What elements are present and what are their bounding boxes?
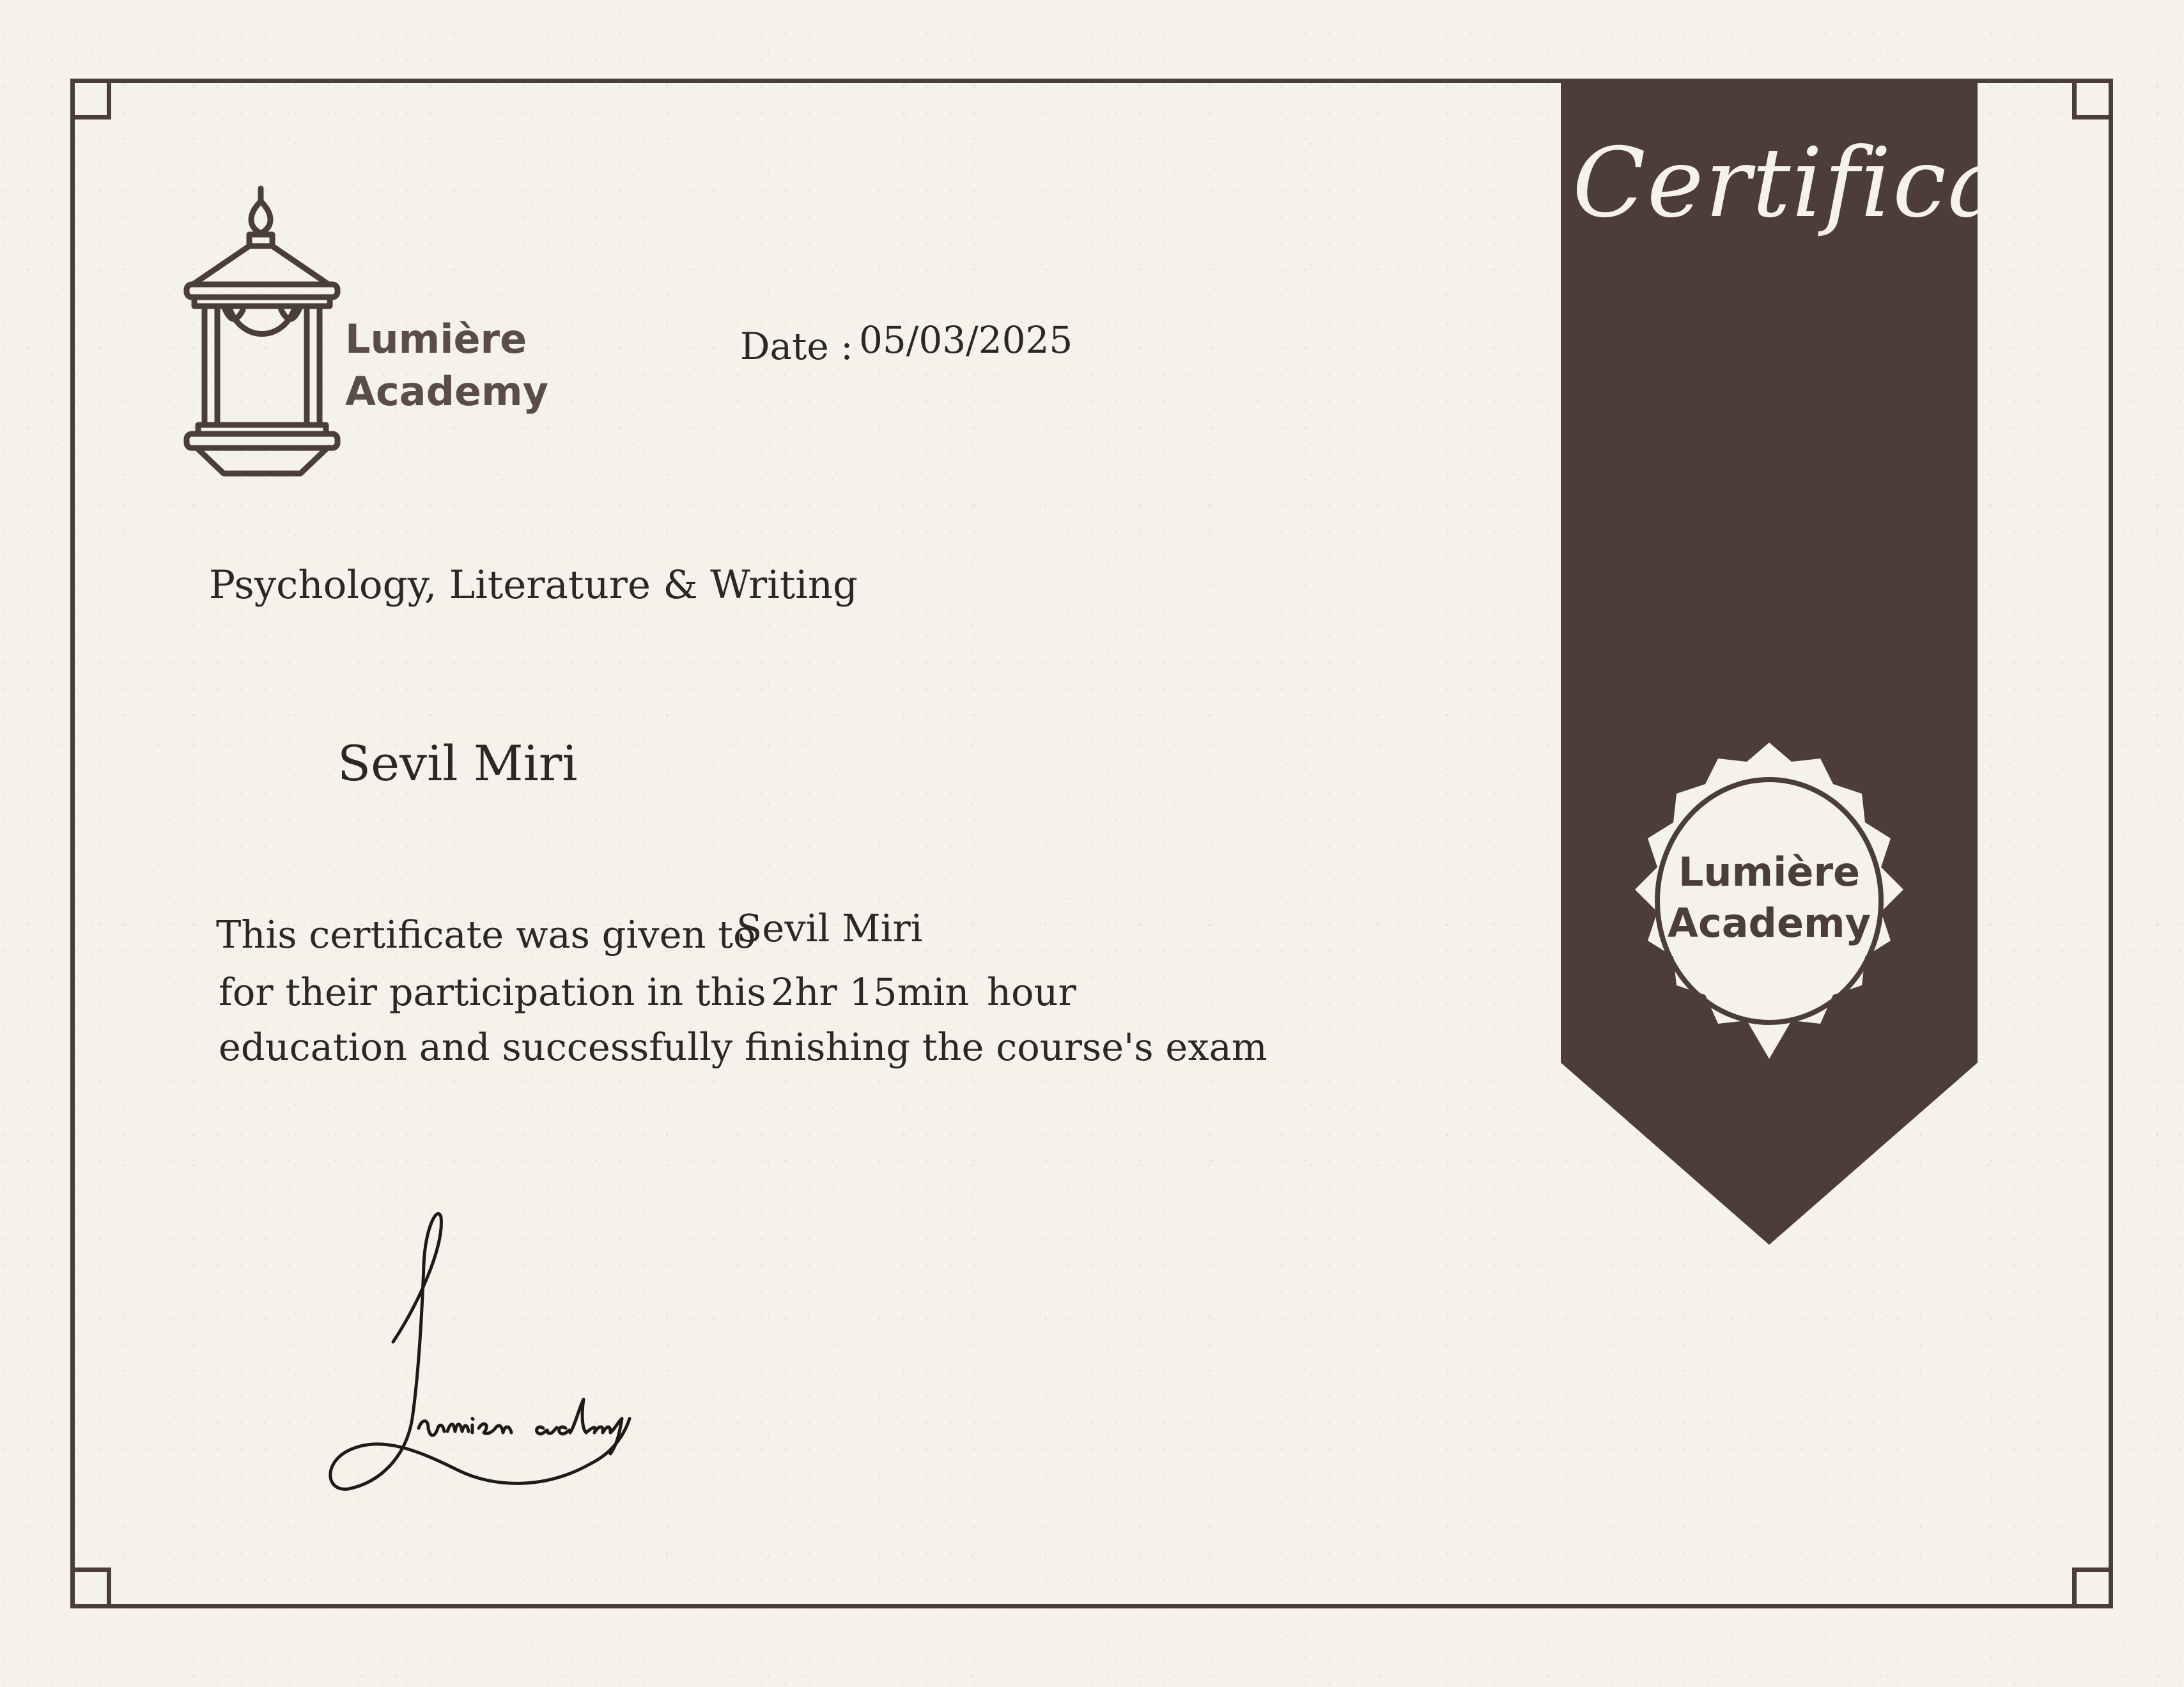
lantern-icon (179, 182, 345, 489)
recipient-name: Sevil Miri (337, 735, 578, 792)
corner-ornament-top-right (2072, 79, 2113, 119)
logo-line-2: Academy (345, 368, 549, 415)
course-title: Psychology, Literature & Writing (209, 562, 858, 608)
certificate-ribbon (1561, 79, 2104, 1245)
certificate-title: Certificate (1572, 128, 2104, 239)
logo-wordmark (345, 313, 548, 418)
logo-line-1: Lumière (345, 316, 527, 362)
body-recipient-name: Sevil Miri (736, 906, 923, 950)
seal-line-1: Lumière (1678, 849, 1861, 895)
body-line-1: This certificate was given to (216, 913, 756, 957)
seal-line-2: Academy (1667, 900, 1871, 946)
corner-ornament-bottom-left (70, 1568, 111, 1608)
seal-text (1648, 847, 1891, 949)
course-duration: 2hr 15min (771, 970, 970, 1014)
corner-ornament-top-left (70, 79, 111, 119)
body-line-2: for their participation in this (219, 970, 766, 1014)
signature-image (323, 1208, 693, 1508)
duration-unit: hour (987, 970, 1076, 1014)
body-line-3: education and successfully finishing the course's exam (219, 1025, 1267, 1069)
date-value: 05/03/2025 (859, 318, 1073, 362)
date-label: Date : (740, 325, 853, 368)
corner-ornament-bottom-right (2072, 1568, 2113, 1608)
